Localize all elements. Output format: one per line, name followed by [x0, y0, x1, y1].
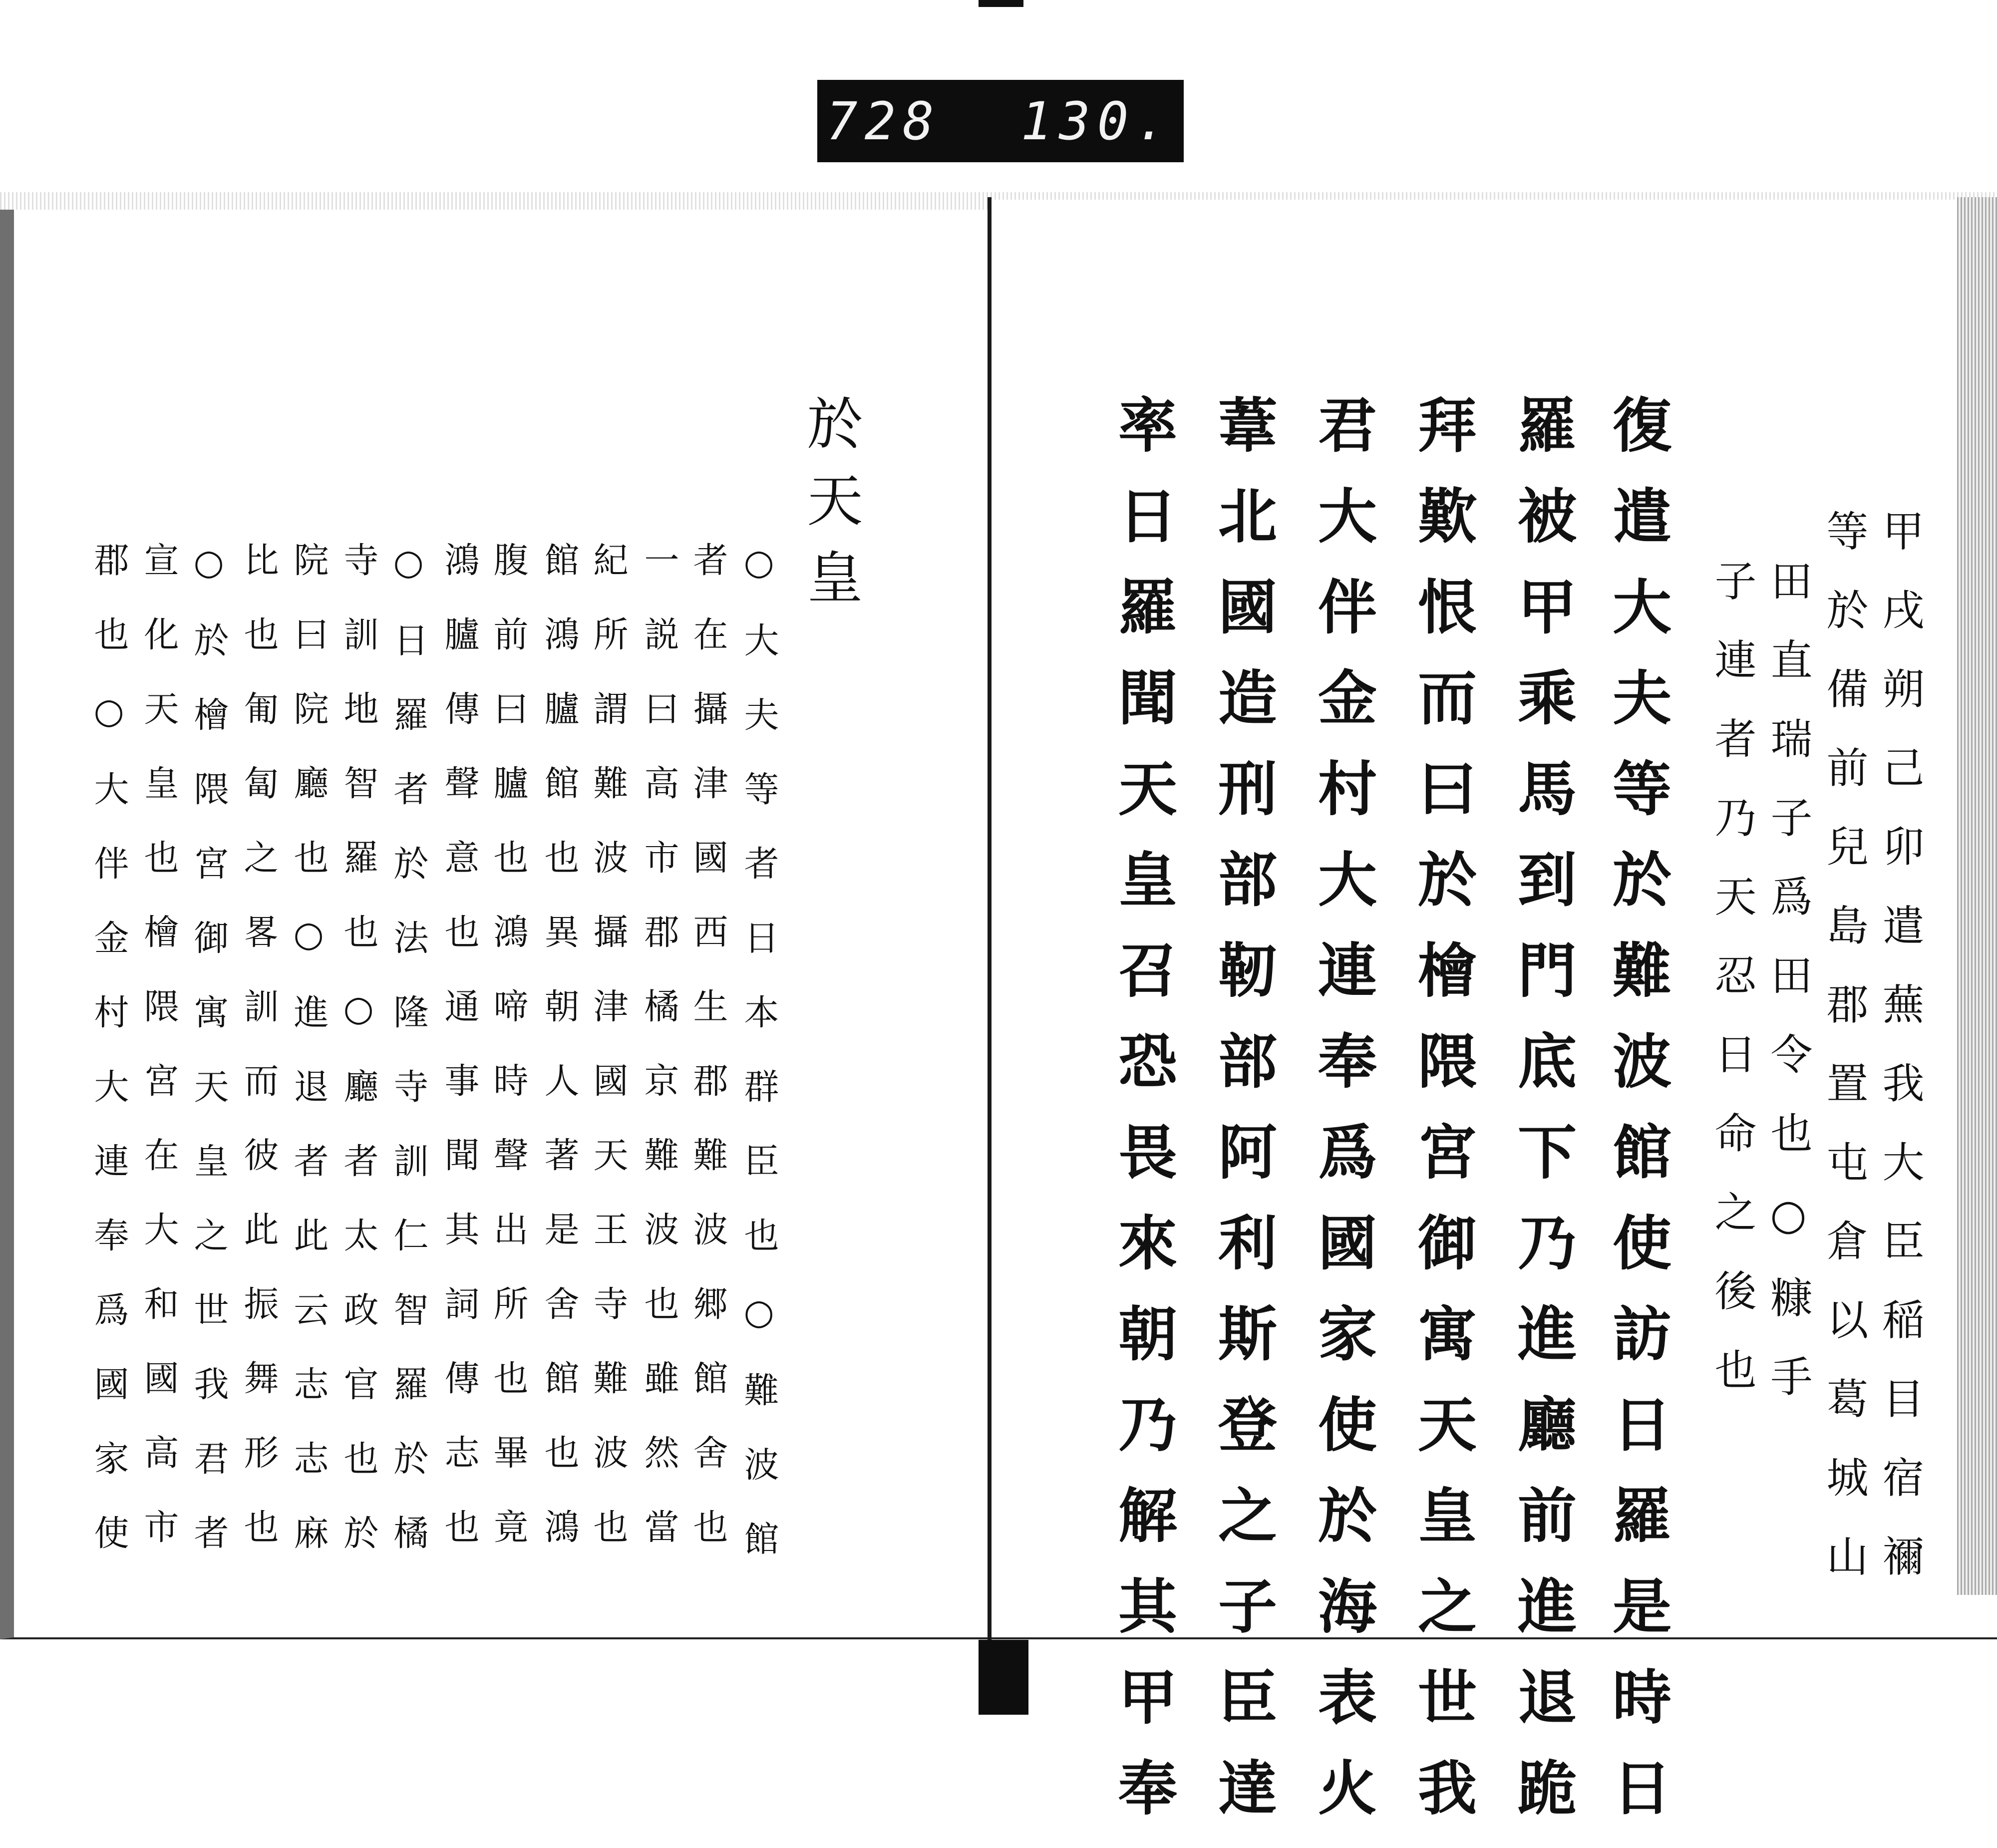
left-text-column-6: 腹前曰臚也鴻啼時聲出所也畢竟 [488, 542, 529, 1583]
left-text-column-8: ○日羅者於法隆寺訓仁智羅於橘 [388, 542, 429, 1589]
right-text-column-1: 復遣大夫等於難波館使訪日羅是時日 [1603, 394, 1672, 1848]
left-text-column-11: 比也匍匐之畧訓而彼此振舞形也 [238, 542, 279, 1583]
page-stack-edge [1957, 197, 1997, 1595]
book-gutter [988, 197, 992, 1645]
left-text-column-1: ○大夫等者日本群臣也○難波館 [738, 542, 779, 1595]
left-text-column-13: 宣化天皇也檜隈宮在大和國高市 [138, 542, 179, 1583]
right-text-column-2: 羅被甲乘馬到門底下乃進廳前進退跪 [1508, 394, 1577, 1848]
right-text-column-5: 葦北國造刑部靭部阿利斯登之子臣達 [1208, 394, 1278, 1848]
right-small-column-1: 甲戌朔己卯遣蕪我大臣稲目宿禰 [1876, 509, 1925, 1613]
left-text-column-4: 紀所謂難波攝津國天王寺難波也 [588, 542, 629, 1583]
binding-clip [979, 1640, 1028, 1715]
right-text-column-4: 君大伴金村大連奉爲國家使於海表火 [1308, 394, 1377, 1848]
reel-number: 728 [826, 91, 941, 152]
microfilm-reel-label [817, 80, 1184, 162]
right-small-column-3: 田直瑞子爲田令也○糠手 [1764, 559, 1813, 1434]
left-text-column-14: 郡也○大伴金村大連奉爲國家使 [88, 542, 129, 1589]
left-text-column-5: 館鴻臚館也異朝人著是舍館也鴻 [539, 542, 580, 1583]
left-text-column-10: 院曰院廳也○進退者此云志志麻 [288, 542, 329, 1589]
right-small-column-2: 等於備前兒島郡置屯倉以葛城山 [1820, 509, 1869, 1613]
left-text-column-9: 寺訓地智羅也○廳者太政官也於 [338, 542, 379, 1589]
section-title: 於天皇 [798, 394, 863, 625]
left-text-column-3: 一説曰高市郡橘京難波也雖然當 [639, 542, 679, 1583]
top-tick-mark [979, 0, 1023, 7]
right-text-column-3: 拜歎恨而曰於檜隈宮御寓天皇之世我 [1408, 394, 1477, 1848]
left-text-column-7: 鴻臚傳聲意也通事聞其詞傳志也 [439, 542, 480, 1583]
frame-number: 130. [1020, 91, 1174, 152]
left-text-column-12: ○於檜隈宮御寓天皇之世我君者 [188, 542, 229, 1589]
left-text-column-2: 者在攝津國西生郡難波郷館舍也 [687, 542, 728, 1583]
right-small-column-4: 子連者乃天忍日命之後也 [1708, 559, 1757, 1427]
right-text-column-6: 率日羅聞天皇召恐畏來朝乃解其甲奉 [1108, 394, 1178, 1848]
